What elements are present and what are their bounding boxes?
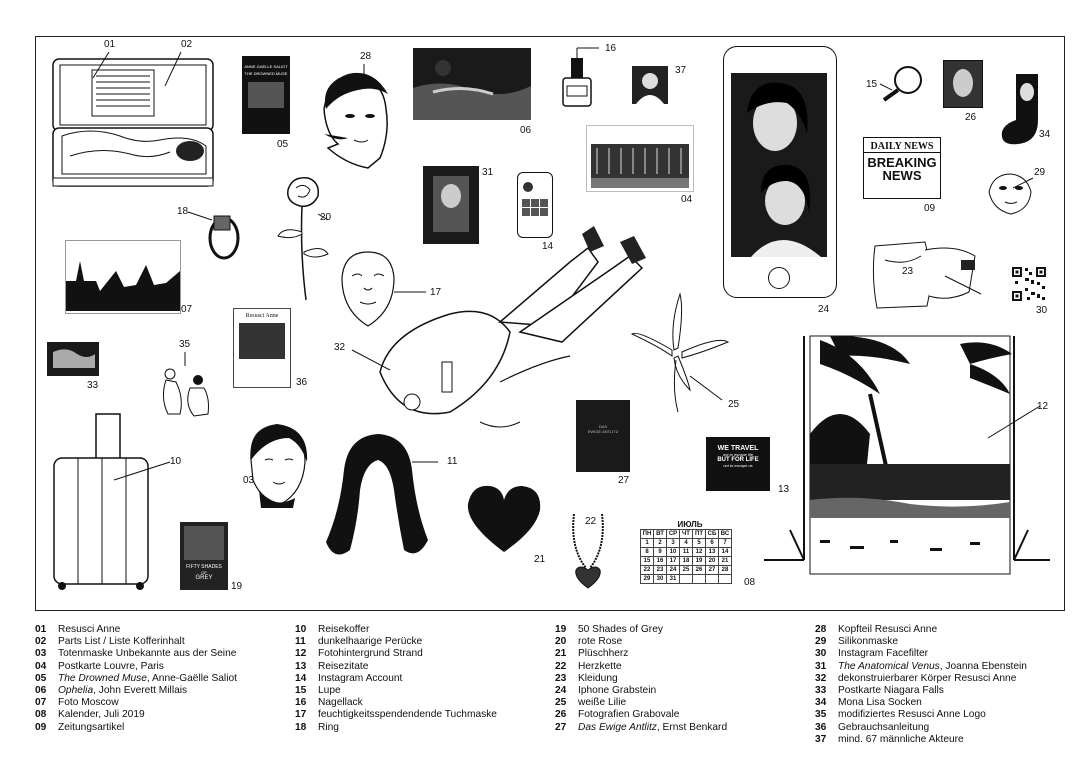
book-cover-image (248, 82, 284, 108)
callout-08: 08 (744, 577, 756, 588)
legend-row (555, 673, 727, 685)
day: 10 (667, 548, 680, 557)
legend-text: dekonstruierbarer Körper Resusci Anne (838, 672, 1017, 684)
day: 8 (641, 548, 654, 557)
book19-line-1: FIFTY SHADES (186, 564, 222, 570)
day: 25 (680, 566, 693, 575)
weekday-sat: СБ (706, 530, 719, 539)
legend-text: Instagram Account (318, 672, 403, 684)
callout-12: 12 (1037, 401, 1049, 412)
legend-number: 10 (295, 624, 307, 635)
legend-text: 50 Shades of Grey (578, 624, 663, 635)
legend-text: Reisezitate (318, 660, 369, 672)
death-mask-drawing (243, 420, 315, 510)
book19-cover-image (184, 526, 224, 560)
day: 15 (641, 557, 654, 566)
callout-19: 19 (231, 581, 243, 592)
day: 6 (706, 539, 719, 548)
day: 11 (680, 548, 693, 557)
legend-row (35, 697, 237, 709)
legend-text: Parts List / Liste Kofferinhalt (58, 636, 185, 648)
legend-row (555, 709, 727, 721)
legend-number: 08 (35, 709, 47, 721)
beach-backdrop-drawing (760, 334, 1050, 602)
legend-text: Resusci Anne (58, 624, 121, 635)
legend-number: 09 (35, 721, 47, 733)
home-button (768, 267, 790, 289)
resusci-head-drawing (318, 64, 398, 176)
legend-text: Postkarte Louvre, Paris (58, 660, 164, 672)
callout-34: 34 (1039, 129, 1051, 140)
weekday-sun: ВС (719, 530, 732, 539)
callout-04: 04 (681, 194, 693, 205)
ophelia-painting (413, 48, 531, 120)
legend-row (815, 685, 1027, 697)
legend-row (35, 685, 237, 697)
fifty-shades-book (180, 522, 228, 590)
legend-row (35, 624, 237, 636)
quote-line-1: WE TRAVEL (717, 445, 759, 452)
legend-number: 06 (35, 685, 47, 697)
day: 3 (667, 539, 680, 548)
legend-text: Plüschherz (578, 648, 629, 660)
legend-text: Fotografien Grabovale (578, 709, 680, 721)
legend-row (295, 648, 497, 660)
legend-row (815, 648, 1027, 660)
legend-number: 36 (815, 721, 827, 733)
day: 5 (693, 539, 706, 548)
callout-21: 21 (534, 554, 546, 565)
travel-quote-card (706, 437, 770, 491)
legend-text: Kalender, Juli 2019 (58, 709, 145, 721)
callout-30: 30 (1036, 305, 1048, 316)
actor-photo (632, 66, 668, 104)
plush-heart-drawing (462, 480, 552, 560)
newspaper-headline-2: NEWS (882, 168, 922, 183)
legend-text: Instagram Facefilter (838, 648, 929, 660)
weekday-thu: ЧТ (680, 530, 693, 539)
calendar-month: ИЮЛЬ (677, 520, 703, 529)
legend-row (295, 673, 497, 685)
legend-row (555, 661, 727, 673)
legend-number: 26 (555, 709, 567, 721)
callout-06: 06 (520, 125, 532, 136)
postcard-niagara (47, 342, 99, 376)
legend-text: Silikonmaske (838, 636, 899, 648)
callout-16: 16 (605, 43, 617, 54)
legend-number: 21 (555, 648, 567, 660)
callout-03: 03 (243, 475, 255, 486)
day (719, 575, 732, 584)
legend-row (815, 734, 1027, 746)
das-ewige-antlitz-book (576, 400, 630, 472)
legend-row (35, 636, 237, 648)
legend-text: Das Ewige Antlitz, Ernst Benkard (578, 721, 728, 733)
callout-10: 10 (170, 456, 182, 467)
legend-text: The Anatomical Venus, Joanna Ebenstein (838, 660, 1027, 672)
legend-row (555, 697, 727, 709)
day: 4 (680, 539, 693, 548)
work-title: Ophelia (58, 685, 94, 697)
legend-row (555, 685, 727, 697)
legend-number: 29 (815, 636, 827, 648)
legend-number: 35 (815, 709, 827, 721)
lily-drawing (628, 290, 738, 414)
wig-drawing (318, 430, 448, 570)
day: 20 (706, 557, 719, 566)
legend-number: 12 (295, 648, 307, 660)
quote-line-3: BUT FOR LIFE (717, 457, 759, 463)
weekday-fri: ПТ (693, 530, 706, 539)
callout-09: 09 (924, 203, 936, 214)
legend-row (815, 636, 1027, 648)
legend-row (35, 648, 237, 660)
legend-row (815, 709, 1027, 721)
legend-number: 37 (815, 733, 827, 745)
callout-24: 24 (818, 304, 830, 315)
legend-text: Reisekoffer (318, 624, 370, 635)
rose-drawing (270, 172, 342, 302)
legend-text: Herzkette (578, 660, 622, 672)
legend-number: 18 (295, 721, 307, 733)
legend-row (295, 624, 497, 636)
callout-33: 33 (87, 380, 99, 391)
legend-number: 27 (555, 721, 567, 733)
day (693, 575, 706, 584)
clothing-drawing (865, 236, 995, 312)
callout-26: 26 (965, 112, 977, 123)
legend-text: Postkarte Niagara Falls (838, 685, 944, 697)
day: 7 (719, 539, 732, 548)
day: 30 (654, 575, 667, 584)
newspaper-headline-1: BREAKING (867, 155, 937, 170)
work-title: Das Ewige Antlitz (578, 721, 657, 733)
day: 31 (667, 575, 680, 584)
quote-line-2: not to escape life (722, 452, 754, 457)
legend-number: 03 (35, 648, 47, 660)
moscow-photo (65, 240, 181, 314)
callout-37: 37 (675, 65, 687, 76)
day: 19 (693, 557, 706, 566)
legend-number: 23 (555, 672, 567, 684)
legend-text: feuchtigkeitsspendendende Tuchmaske (318, 709, 497, 721)
day: 29 (641, 575, 654, 584)
day: 12 (693, 548, 706, 557)
legend-number: 11 (295, 636, 306, 648)
day: 27 (706, 566, 719, 575)
callout-17: 17 (430, 287, 442, 298)
legend-number: 15 (295, 685, 307, 697)
legend-column-4 (815, 624, 1027, 746)
legend-text: Foto Moscow (58, 697, 119, 709)
postcard-louvre (586, 125, 694, 192)
legend-number: 33 (815, 685, 827, 697)
user-manual (233, 308, 291, 388)
weekday-tue: ВТ (654, 530, 667, 539)
legend-row (555, 636, 727, 648)
callout-23: 23 (902, 266, 914, 277)
book19-line-3: GREY (195, 575, 213, 581)
callout-27: 27 (618, 475, 630, 486)
legend-row (35, 722, 237, 734)
book27-line-1: DAS (598, 424, 608, 429)
callout-02: 02 (181, 39, 193, 50)
callout-07: 07 (181, 304, 193, 315)
legend-text: Gebrauchsanleitung (838, 721, 930, 733)
legend-text: Kleidung (578, 672, 618, 684)
legend-text: Kopfteil Resusci Anne (838, 624, 938, 635)
legend-number: 01 (35, 624, 47, 635)
weekday-wed: СР (667, 530, 680, 539)
day (706, 575, 719, 584)
legend-row (35, 709, 237, 721)
day: 2 (654, 539, 667, 548)
calendar-grid (640, 529, 732, 584)
callout-29: 29 (1034, 167, 1046, 178)
callout-11: 11 (447, 456, 458, 467)
day: 16 (654, 557, 667, 566)
day: 28 (719, 566, 732, 575)
day (680, 575, 693, 584)
book19-line-2: OF (201, 570, 207, 575)
legend-number: 05 (35, 672, 47, 684)
legend-number: 30 (815, 648, 827, 660)
legend-text: Iphone Grabstein (578, 685, 657, 697)
legend-number: 13 (295, 660, 307, 672)
day: 24 (667, 566, 680, 575)
grave-oval-photos (943, 60, 983, 108)
callout-35: 35 (179, 339, 191, 350)
callout-36: 36 (296, 377, 308, 388)
book-author: ANNE-GAËLLE SALIOT (244, 64, 288, 69)
legend-row (815, 673, 1027, 685)
day: 14 (719, 548, 732, 557)
nail-polish-drawing (559, 44, 609, 110)
callout-28: 28 (360, 51, 372, 62)
legend-row (295, 709, 497, 721)
legend-row (555, 722, 727, 734)
legend-row (555, 648, 727, 660)
legend-text: modifiziertes Resusci Anne Logo (838, 709, 986, 721)
legend-row (815, 697, 1027, 709)
legend-row (295, 661, 497, 673)
callout-32: 32 (334, 342, 346, 353)
legend-row (295, 722, 497, 734)
legend-row (815, 722, 1027, 734)
callout-25: 25 (728, 399, 740, 410)
legend-text: The Drowned Muse, Anne-Gaëlle Saliot (58, 672, 237, 684)
legend-column-1 (35, 624, 237, 734)
day: 26 (693, 566, 706, 575)
calendar-july-2019 (640, 520, 740, 584)
legend-column-2 (295, 624, 497, 734)
day: 18 (680, 557, 693, 566)
legend-column-3 (555, 624, 727, 734)
manual-title: Resusci Anne (245, 313, 279, 319)
callout-20: 20 (320, 212, 332, 223)
day: 23 (654, 566, 667, 575)
legend-number: 20 (555, 636, 567, 648)
callout-18: 18 (177, 206, 189, 217)
legend-text: Ophelia, John Everett Millais (58, 685, 188, 697)
book-title: THE DROWNED MUSE (244, 71, 288, 76)
legend-number: 32 (815, 672, 827, 684)
legend-text: mind. 67 männliche Akteure (838, 733, 964, 745)
work-title: The Drowned Muse (58, 672, 147, 684)
legend-row (295, 685, 497, 697)
legend-row (35, 673, 237, 685)
travel-suitcase-drawing (50, 410, 200, 592)
legend-number: 17 (295, 709, 307, 721)
legend-row (815, 624, 1027, 636)
qr-code-drawing (1011, 266, 1047, 302)
legend-row (815, 661, 1027, 673)
legend-text: Fotohintergrund Strand (318, 648, 423, 660)
callout-15: 15 (866, 79, 878, 90)
callout-01: 01 (104, 39, 116, 50)
callout-05: 05 (277, 139, 289, 150)
day: 21 (719, 557, 732, 566)
iphone-screen (731, 73, 827, 257)
day: 22 (641, 566, 654, 575)
day: 1 (641, 539, 654, 548)
day: 13 (706, 548, 719, 557)
legend-number: 07 (35, 697, 47, 709)
day: 9 (654, 548, 667, 557)
manual-cover-image (239, 323, 285, 359)
legend-text: Zeitungsartikel (58, 721, 125, 733)
legend-text: rote Rose (578, 636, 623, 648)
legend-row (295, 697, 497, 709)
legend-number: 14 (295, 672, 307, 684)
legend-number: 28 (815, 624, 827, 635)
legend-number: 02 (35, 636, 47, 648)
legend-number: 16 (295, 697, 307, 709)
callout-14: 14 (542, 241, 554, 252)
newspaper-masthead: DAILY NEWS (864, 141, 940, 153)
work-title: The Anatomical Venus (838, 660, 940, 672)
legend-number: 31 (815, 660, 827, 672)
legend-number: 24 (555, 685, 567, 697)
callout-lines-01-02 (83, 46, 207, 86)
callout-31: 31 (482, 167, 494, 178)
legend-number: 19 (555, 624, 567, 635)
newspaper (863, 137, 941, 199)
legend-text: weiße Lilie (578, 697, 627, 709)
callout-22: 22 (585, 516, 597, 527)
legend-text: Nagellack (318, 697, 363, 709)
legend-row (35, 661, 237, 673)
legend-text: Ring (318, 721, 339, 733)
legend-text: Lupe (318, 685, 341, 697)
legend-text: dunkelhaarige Perücke (318, 636, 423, 648)
day: 17 (667, 557, 680, 566)
legend-row (295, 636, 497, 648)
book-drowned-muse (242, 56, 290, 134)
quote-line-4: not to escape us (723, 463, 753, 468)
legend-row (555, 624, 727, 636)
legend-text: Totenmaske Unbekannte aus der Seine (58, 648, 237, 660)
legend-number: 34 (815, 697, 827, 709)
legend-text: Mona Lisa Socken (838, 697, 922, 709)
legend-number: 25 (555, 697, 567, 709)
book27-line-2: EWIGE ANTLITZ (587, 429, 619, 434)
iphone-gravestone (723, 46, 837, 298)
weekday-mon: ПН (641, 530, 654, 539)
callout-13: 13 (778, 484, 790, 495)
legend-number: 22 (555, 660, 567, 672)
legend-number: 04 (35, 660, 47, 672)
